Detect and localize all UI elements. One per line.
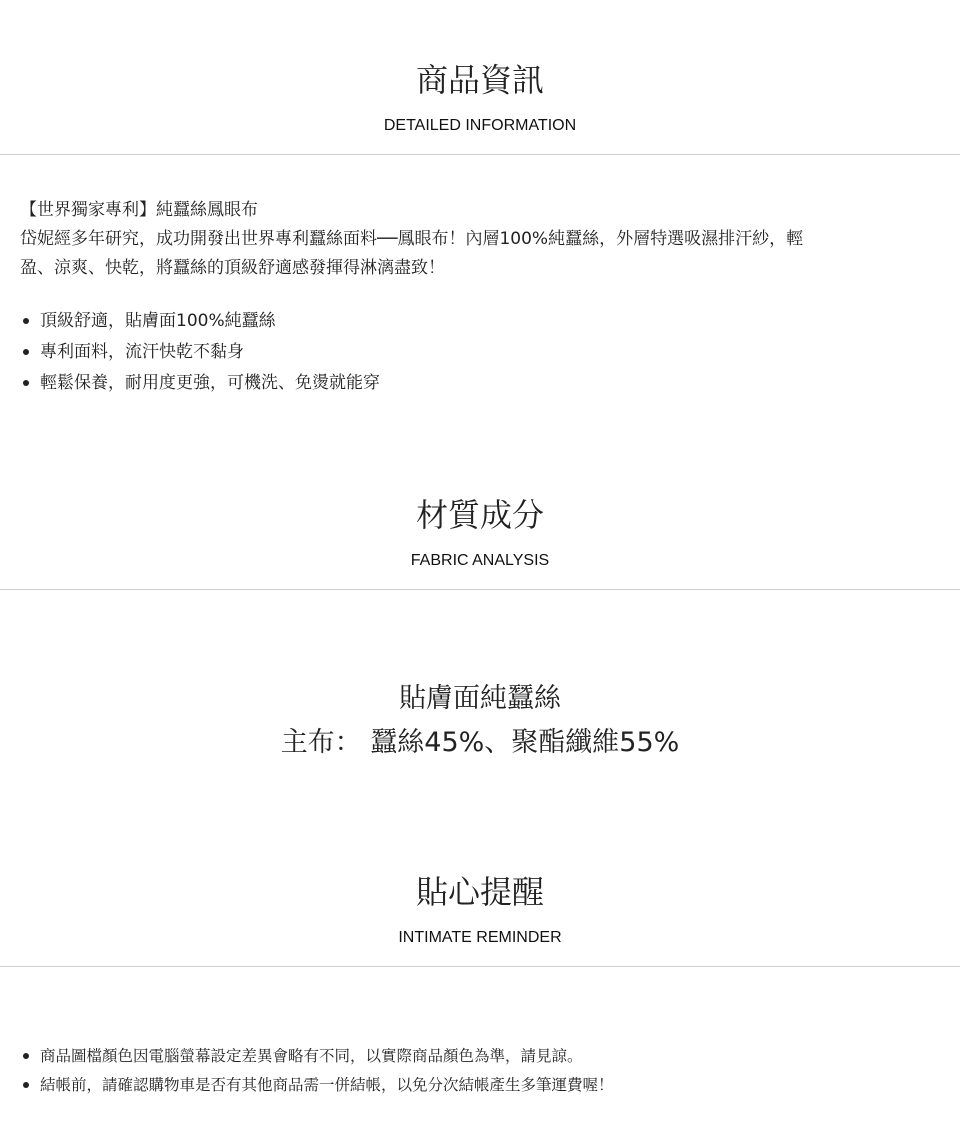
divider (0, 589, 960, 590)
intro-body-line-1: 岱妮經多年研究，成功開發出世界專利蠶絲面料──鳳眼布！內層100%純蠶絲，外層特選吸濕排汗紗，輕 (20, 229, 804, 249)
section-subtitle-reminder: INTIMATE REMINDER (398, 929, 562, 946)
fabric-composition (0, 681, 960, 761)
section-subtitle-fabric-analysis: FABRIC ANALYSIS (410, 552, 550, 569)
intro-heading: 【世界獨家專利】純蠶絲鳳眼布 (20, 200, 258, 220)
list-item: 頂級舒適，貼膚面100%純蠶絲 (40, 306, 380, 337)
reminder-header (0, 872, 960, 948)
product-intro (20, 196, 920, 283)
main-fabric-composition: 主布： 蠶絲45%、聚酯纖維55% (280, 727, 680, 758)
fabric-analysis-header (0, 495, 960, 571)
divider (0, 154, 960, 155)
divider (0, 966, 960, 967)
section-subtitle-product-info: DETAILED INFORMATION (383, 117, 577, 134)
intro-body-line-2: 盈、涼爽、快乾，將蠶絲的頂級舒適感發揮得淋漓盡致！ (20, 258, 445, 278)
fabric-name: 貼膚面純蠶絲 (399, 683, 561, 714)
list-item: 輕鬆保養，耐用度更強，可機洗、免燙就能穿 (40, 368, 380, 399)
section-title-reminder: 貼心提醒 (415, 873, 544, 911)
list-item: 商品圖檔顏色因電腦螢幕設定差異會略有不同，以實際商品顏色為準，請見諒。 (40, 1042, 614, 1071)
list-item: 結帳前，請確認購物車是否有其他商品需一併結帳，以免分次結帳產生多筆運費喔！ (40, 1071, 614, 1100)
reminder-list (20, 1042, 614, 1100)
product-info-header (0, 60, 960, 136)
feature-list (20, 306, 380, 399)
section-title-fabric-analysis: 材質成分 (415, 496, 544, 534)
section-title-product-info: 商品資訊 (415, 61, 544, 99)
list-item: 專利面料，流汗快乾不黏身 (40, 337, 380, 368)
